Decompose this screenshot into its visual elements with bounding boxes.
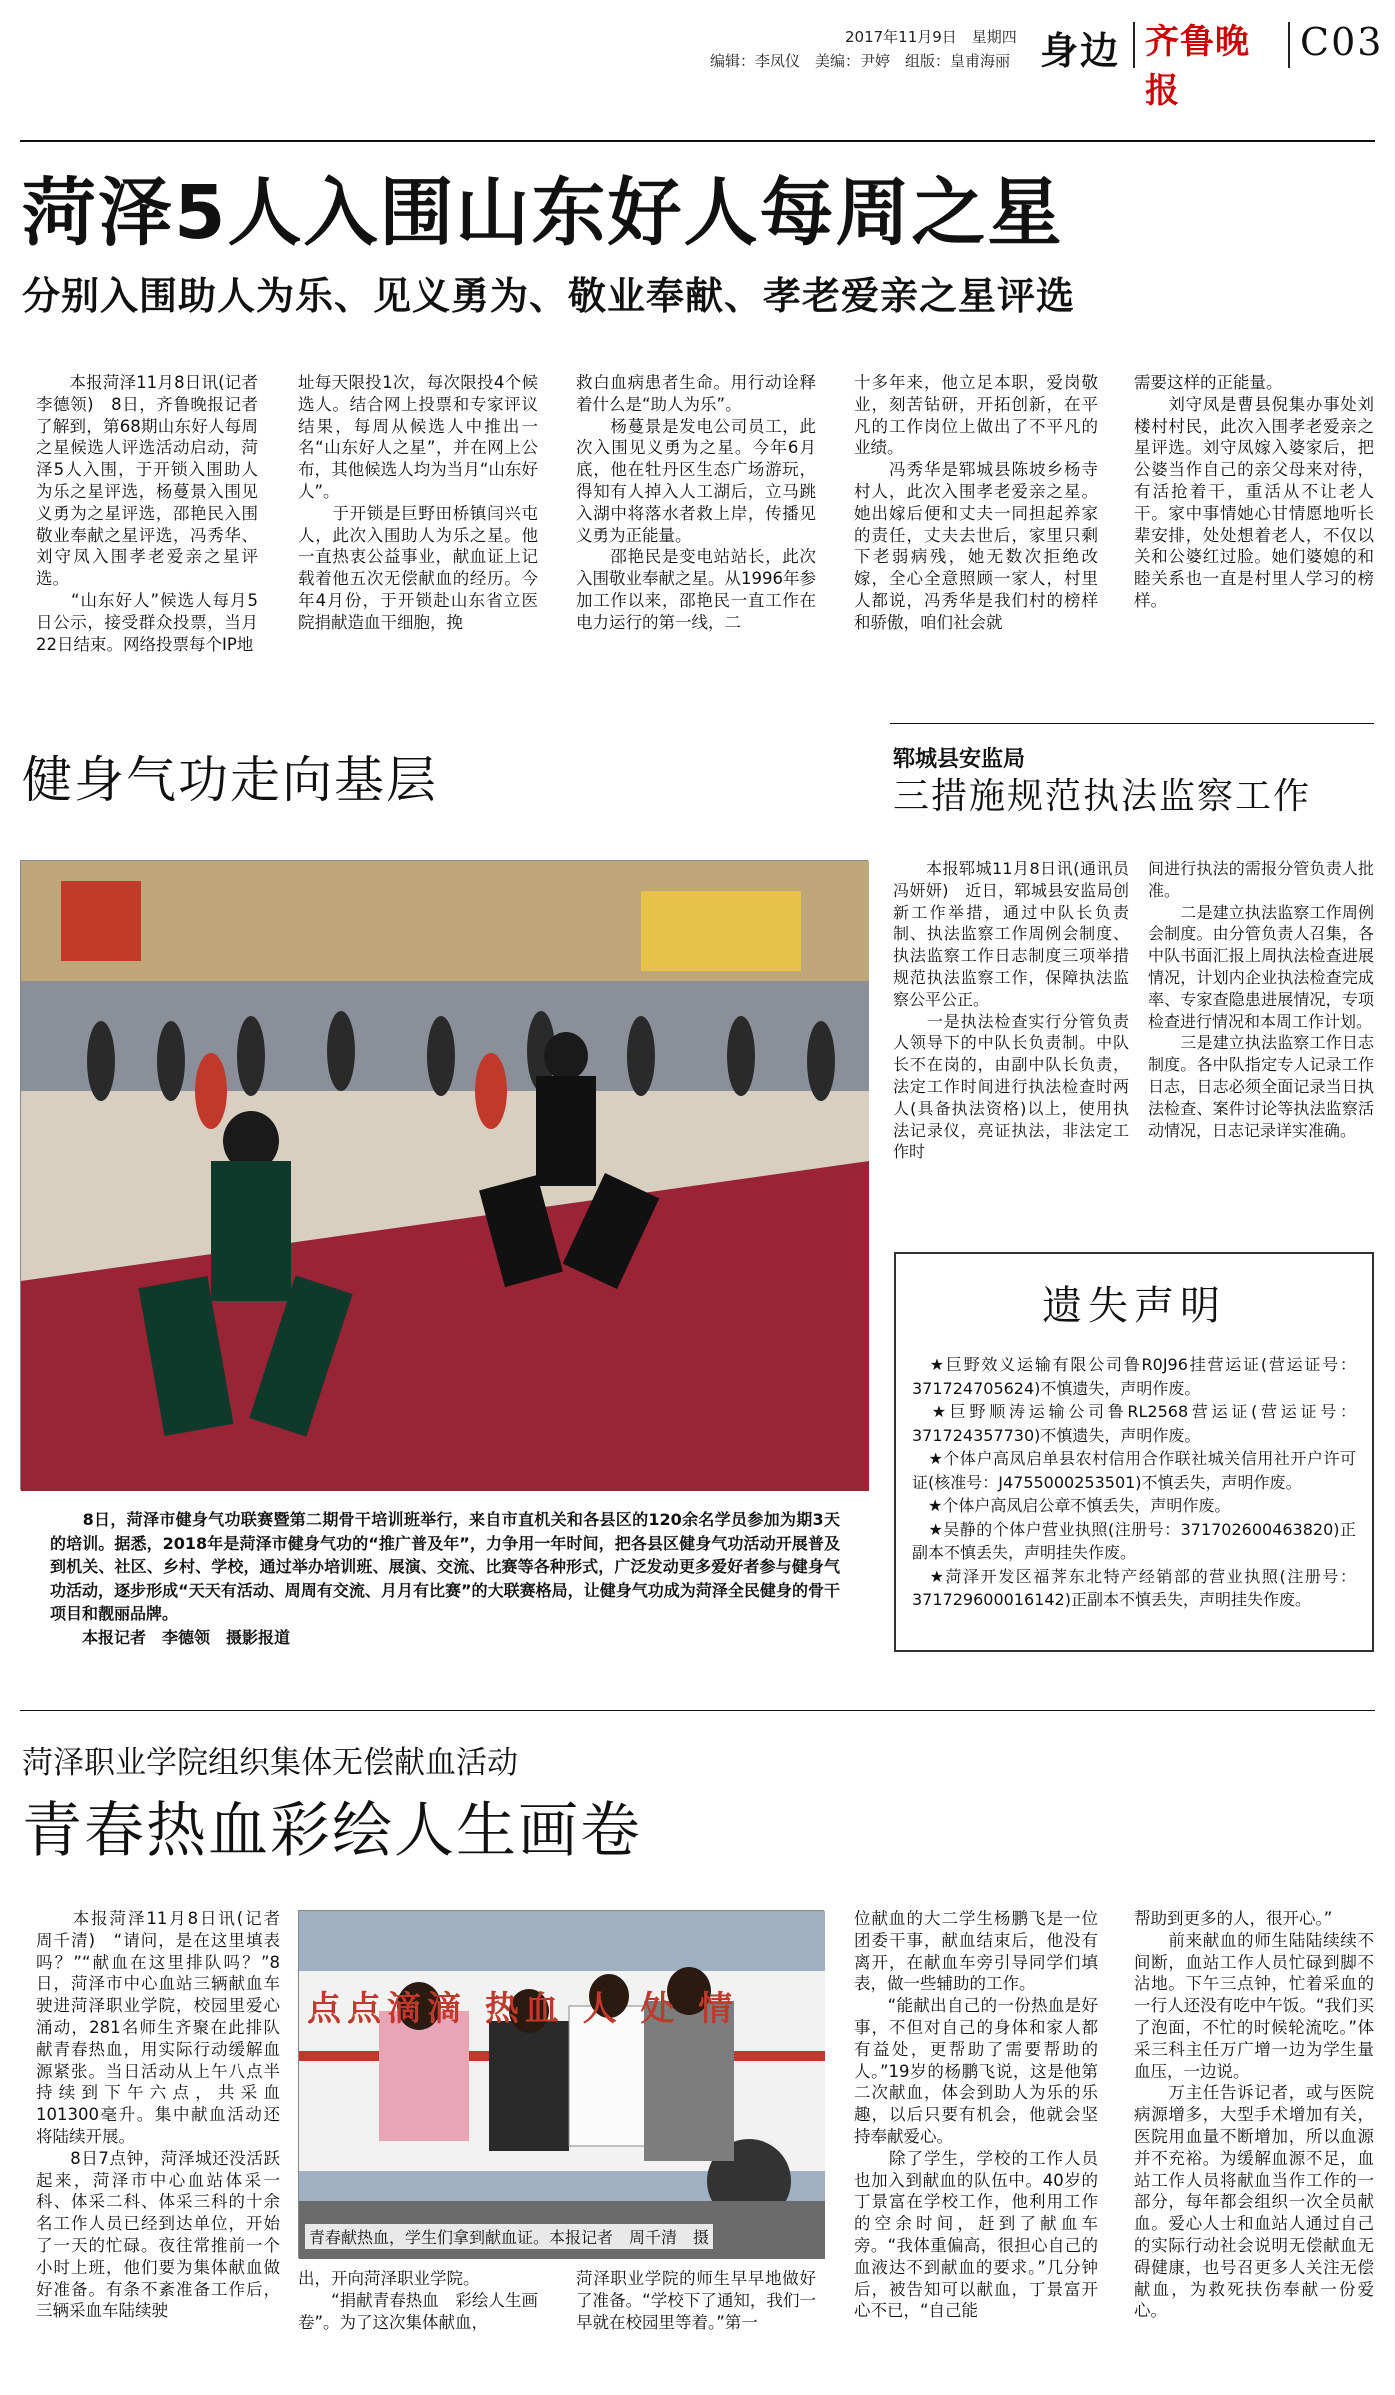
photo-banner-text: 点点滴滴 热血 人 处 情 [307, 1989, 739, 2029]
article4-col-4: 位献血的大二学生杨鹏飞是一位团委干事，献血结束后，他没有离开，在献血车旁引导同学们填表，做一些辅助的工作。 “能献出自己的一份热血是好事，不但对自己的身体和家人都有益处，更帮助了需要帮助的人。”19岁的杨鹏飞说，这是他第二次献血，体会到助人为乐的乐趣，以后只要有机会，他就会坚持奉献爱心。 除了学生，学校的工作人员也加入到献血的队伍中。40岁的丁景富在学校工作，他利用工作的空余时间，赶到了献血车旁。“我体重偏高，很担心自己的血液达不到献血的要求。”几分钟后，被告知可以献血，丁景富开心不已，“自己能 [854, 1909, 1098, 2321]
page-number: C03 [1300, 20, 1384, 64]
article2-headline: 健身气功走向基层 [22, 751, 438, 809]
article3-rule [890, 723, 1374, 724]
article1-subheadline: 分别入围助人为乐、见义勇为、敬业奉献、孝老爱亲之星评选 [22, 274, 1076, 318]
notice-item: ★巨野效义运输有限公司鲁R0J96挂营运证(营运证号：371724705624)不慎遗失，声明作废。 [912, 1355, 1356, 1398]
lost-notice-box [894, 1252, 1374, 1652]
paper-logo [1145, 14, 1280, 111]
notice-item: ★个体户高凤启单县农村信用合作联社城关信用社开户许可证(核准号：J4755000253501)不慎丢失，声明作废。 [912, 1449, 1356, 1492]
article4-photo [298, 1910, 824, 2258]
notice-item: ★个体户高凤启公章不慎丢失，声明作废。 [912, 1496, 1231, 1515]
article4-headline: 青春热血彩绘人生画卷 [22, 1796, 642, 1866]
article3-col-2: 间进行执法的需报分管负责人批准。 二是建立执法监察工作周例会制度。由分管负责人召集，各中队书面汇报上周执法检查进展情况，计划内企业执法检查完成率、专家查隐患进展情况，专项检查进行情况和本周工作计划。 三是建立执法监察工作日志制度。各中队指定专人记录工作日志，日志必须全面记录当日执法检查、案件讨论等执法监察活动情况，日志记录详实准确。 [1148, 859, 1374, 1140]
article4-kicker: 菏泽职业学院组织集体无偿献血活动 [22, 1745, 518, 1781]
section-name: 身边 [1040, 29, 1121, 73]
notice-title: 遗失声明 [1042, 1283, 1226, 1329]
article4-rule [20, 1710, 1375, 1711]
notice-item: ★吴静的个体户营业执照(注册号：371702600463820)正副本不慎丢失，声明挂失作废。 [912, 1519, 1356, 1562]
article2-photo [20, 860, 868, 1490]
article1-col-5: 需要这样的正能量。 刘守凤是曹县倪集办事处刘楼村村民，此次入围孝老爱亲之星评选。刘守凤嫁入婆家后，把公婆当作自己的亲父母来对待，有活抢着干，重活从不让老人干。家中事情她心甘情愿地听长辈安排，处处想着老人，不仅以关和公婆红过脸。她们婆媳的和睦关系也一直是村里人学习的榜样。 [1134, 373, 1374, 610]
header-rule [20, 140, 1375, 142]
paper-name: 齐鲁晚报 [1145, 22, 1250, 111]
article1-headline: 菏泽5人入围山东好人每周之星 [22, 170, 1064, 256]
article4-col-1: 本报菏泽11月8日讯(记者 周千清) “请问，是在这里填表吗？”“献血在这里排队吗？”8日，菏泽市中心血站三辆献血车驶进菏泽职业学院，校园里爱心涌动，281名师生齐聚在此排队献青春热血，用实际行动缓解血源紧张。当日活动从上午八点半持续到下午六点，共采血101300毫升。集中献血活动还将陆续开展。 8日7点钟，菏泽城还没活跃起来，菏泽市中心血站体采一科、体采二科、体采三科的十余名工作人员已经到达单位，开始了一天的忙碌。夜往常推前一个小时上班，他们要为集体献血做好准备。有条不紊准备工作后，三辆采血车陆续驶 [36, 1909, 280, 2321]
article4-col-2: 出，开向菏泽职业学院。 “捐献青春热血 彩绘人生画卷”。为了这次集体献血， [298, 2269, 538, 2332]
notice-item: ★菏泽开发区福荠东北特产经销部的营业执照(注册号：371729600016142)正副本不慎丢失，声明挂失作废。 [912, 1566, 1356, 1609]
article3-col-1: 本报郓城11月8日讯(通讯员 冯妍妍) 近日，郓城县安监局创新工作举措，通过中队长负责制、执法监察工作周例会制度、执法监察工作日志制度三项举措规范执法监察工作，保障执法监察公平公正。 一是执法检查实行分管负责人领导下的中队长负责制。中队长不在岗的，由副中队长负责，法定工作时间进行执法检查时两人(具备执法资格)以上，使用执法记录仪，亮证执法，非法定工作时 [893, 859, 1129, 1162]
article1-col-1: 本报菏泽11月8日讯(记者 李德领) 8日，齐鲁晚报记者了解到，第68期山东好人每周之星候选人评选活动启动，菏泽5人入围，于开锁入围助人为乐之星评选，杨蔓景入围见义勇为之星评选，邵艳民入围敬业奉献之星评选，冯秀华、刘守凤入围孝老爱亲之星评选。 “山东好人”候选人每月5日公示，接受群众投票，当月22日结束。网络投票每个IP地 [36, 373, 258, 654]
notice-item: ★巨野顺涛运输公司鲁RL2568营运证(营运证号：371724357730)不慎遗失，声明作废。 [912, 1402, 1356, 1445]
qigong-scene-image [21, 861, 869, 1491]
article3-headline: 三措施规范执法监察工作 [893, 776, 1312, 817]
article1-col-4: 十多年来，他立足本职，爱岗敬业，刻苦钻研，开拓创新，在平凡的工作岗位上做出了不平凡的业绩。 冯秀华是郓城县陈坡乡杨寺村人，此次入围孝老爱亲之星。她出嫁后便和丈夫一同担起养家的责任，丈夫去世后，家里只剩下老弱病残，她无数次拒绝改嫁，全心全意照顾一家人，村里人都说，冯秀华是我们村的榜样和骄傲，咱们社会就 [854, 373, 1098, 632]
article3-kicker: 郓城县安监局 [893, 747, 1026, 772]
article1-col-3: 救白血病患者生命。用行动诠释着什么是“助人为乐”。 杨蔓景是发电公司员工，此次入围见义勇为之星。今年6月底，他在牡丹区生态广场游玩，得知有人掉入人工湖后，立马跳入湖中将落水者救上岸，传播见义勇为正能量。 邵艳民是变电站站长，此次入围敬业奉献之星。从1996年参加工作以来，邵艳民一直工作在电力运行的第一线，二 [576, 373, 816, 632]
article1-col-2: 址每天限投1次，每次限投4个候选人。结合网上投票和专家评议结果，每周从候选人中推出一名“山东好人之星”，并在网上公布，其他候选人均为当月“山东好人”。 于开锁是巨野田桥镇闫兴屯人，此次入围助人为乐之星。他一直热衷公益事业，献血证上记载着他五次无偿献血的经历。今年4月份，于开锁赴山东省立医院捐献造血干细胞，挽 [298, 373, 538, 632]
date-line: 2017年11月9日 星期四 [845, 28, 1017, 46]
article4-col-3: 菏泽职业学院的师生早早地做好了准备。“学校下了通知，我们一早就在校园里等着。”第一 [576, 2269, 816, 2332]
blood-donation-image [299, 1911, 825, 2259]
article4-col-5: 帮助到更多的人，很开心。” 前来献血的师生陆陆续续不间断，血站工作人员忙碌到脚不沾地。下午三点钟，忙着采血的一行人还没有吃中午饭。“我们买了泡面，不忙的时候轮流吃。”体采三科主任万广增一边为学生量血压，一边说。 万主任告诉记者，或与医院病源增多，大型手术增加有关，医院用血量不断增加，所以血源并不充裕。为缓解血源不足，血站工作人员将献血当作工作的一部分，每年都会组织一次全员献血。爱心人士和血站人通过自己的实际行动社会说明无偿献血无碍健康，也号召更多人关注无偿献血，为救死扶伤奉献一份爱心。 [1134, 1909, 1374, 2321]
notice-list [896, 1353, 1372, 1612]
editors-line: 编辑：李凤仪 美编：尹婷 组版：皇甫海丽 [710, 52, 1011, 70]
article4-photo-caption: 青春献热血，学生们拿到献血证。本报记者 周千清 摄 [305, 2224, 713, 2249]
divider [1133, 22, 1135, 68]
divider [1288, 22, 1290, 68]
article2-caption: 8日，菏泽市健身气功联赛暨第二期骨干培训班举行，来自市直机关和各县区的120余名学员参加为期3天的培训。据悉，2018年是菏泽市健身气功的“推广普及年”，力争用一年时间，把各县区健身气功活动开展普及到机关、社区、乡村、学校，通过举办培训班、展演、交流、比赛等各种形式，广泛发动更多爱好者参与健身气功活动，逐步形成“天天有活动、周周有交流、月月有比赛”的大联赛格局，让健身气功成为菏泽全民健身的骨干项目和靓丽品牌。 本报记者 李德领 摄影报道 [50, 1510, 840, 1647]
